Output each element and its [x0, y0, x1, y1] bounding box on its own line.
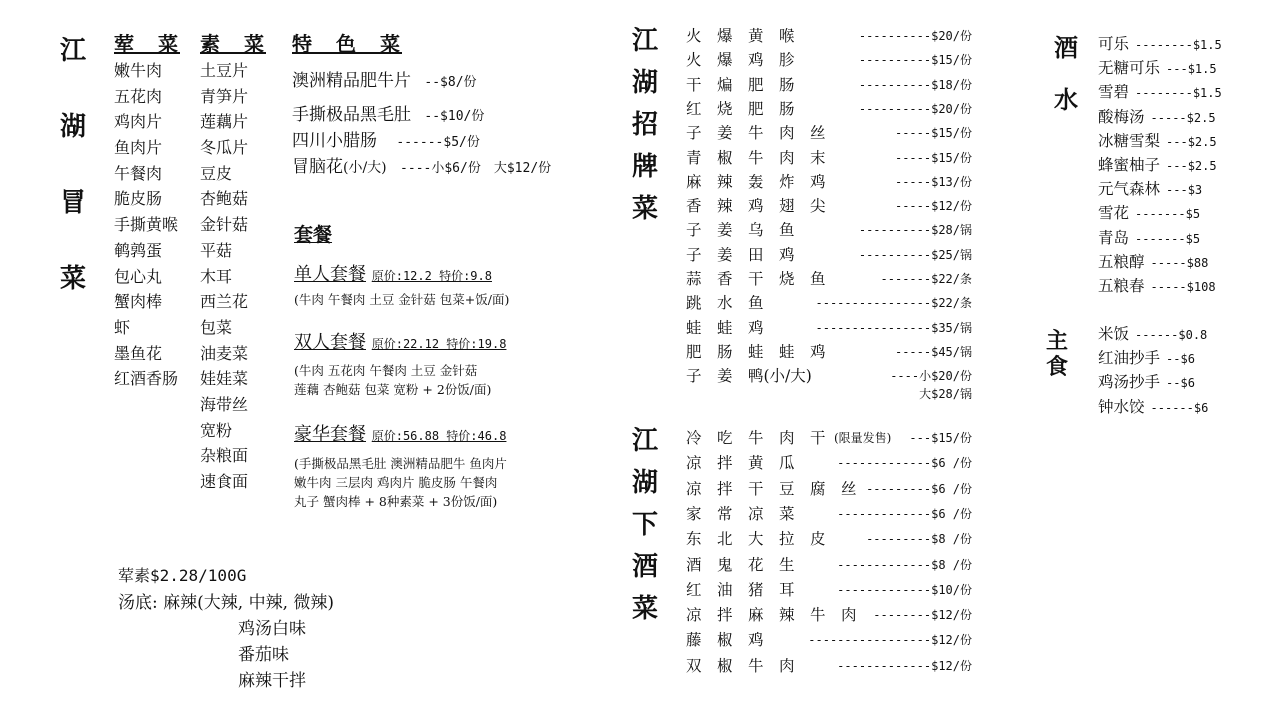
- title-char: 食: [1046, 354, 1069, 380]
- veg-list: [200, 58, 248, 495]
- item-price: --------$1.5: [1135, 86, 1222, 101]
- special-header: 特 色 菜: [292, 32, 402, 56]
- item-price: ----------$18/份: [858, 77, 972, 92]
- item-name: 家 常 凉 菜: [686, 504, 795, 523]
- item-price: ----------------$22/条: [815, 296, 972, 311]
- list-item: 嫩牛肉: [114, 61, 163, 80]
- item-price: --------$1.5: [1135, 38, 1222, 52]
- soup-base-option: 麻辣干拌: [238, 671, 306, 691]
- set-meal-title: [294, 328, 506, 354]
- item-price: -------------$10/份: [837, 582, 972, 597]
- menu-row: [686, 218, 972, 242]
- title-char: 江: [60, 36, 87, 66]
- section-title-staples: [1046, 330, 1068, 378]
- drink-row: [1098, 250, 1238, 274]
- title-char: 湖: [632, 468, 659, 498]
- staple-row: [1098, 395, 1238, 419]
- set-meal-desc: [294, 290, 509, 309]
- item-price: ---------$6 /份: [866, 481, 972, 496]
- list-item: 手撕黄喉: [114, 215, 179, 235]
- item-price: -------------$6 /份: [837, 456, 972, 471]
- item-name: 子 姜 鸭(小/大): [686, 367, 812, 386]
- meat-veg-price: 荤素$2.28/100G: [118, 566, 247, 585]
- set-meal-title: [294, 420, 506, 446]
- title-char: 湖: [632, 68, 659, 98]
- drink-row: [1098, 226, 1238, 250]
- item-price: -----$108: [1150, 280, 1216, 294]
- menu-row: [686, 426, 972, 450]
- menu-row: [686, 316, 972, 340]
- meat-header: 荤 菜: [114, 32, 180, 56]
- menu-row: [686, 628, 972, 652]
- item-price: -----$45/锅: [894, 344, 972, 359]
- title-char: 酒: [632, 552, 659, 582]
- item-price: -----$15/份: [894, 150, 972, 165]
- veg-header: 素 菜: [200, 32, 266, 56]
- menu-row: [686, 73, 972, 97]
- list-item: 油麦菜: [200, 343, 249, 363]
- list-item: 包菜: [200, 317, 233, 337]
- menu-row: [686, 451, 972, 475]
- staple-row: [1098, 346, 1238, 370]
- title-char: 菜: [60, 264, 87, 294]
- list-item: 娃娃菜: [200, 369, 249, 389]
- menu-row: [686, 578, 972, 602]
- item-name: 红 油 猪 耳: [686, 580, 795, 599]
- title-char: 牌: [632, 152, 659, 182]
- menu-row: [686, 340, 972, 364]
- list-item: 五花肉: [114, 86, 163, 106]
- menu-row: [686, 553, 972, 577]
- item-price: ---------$8 /份: [866, 532, 972, 547]
- list-item: 午餐肉: [114, 163, 163, 183]
- title-char: 江: [632, 26, 659, 56]
- item-name: 红 烧 肥 肠: [686, 99, 795, 118]
- item-price: ---$15/份: [909, 431, 972, 445]
- menu-row: [686, 654, 972, 678]
- desc-line: (牛肉 五花肉 午餐肉 土豆 金针菇: [294, 363, 478, 378]
- item-price: -----$12/份: [894, 199, 972, 214]
- title-char: 水: [1054, 85, 1078, 114]
- item-price-large: 大$28/锅: [919, 387, 972, 402]
- section-title-drinking-snacks: [632, 428, 658, 622]
- item-price: ---$2.5: [1166, 134, 1217, 149]
- set-meal-name: 豪华套餐: [294, 424, 366, 445]
- item-name: 无糖可乐: [1098, 59, 1161, 78]
- item-price: -------------$8 /份: [837, 557, 972, 572]
- item-price: -------$5: [1135, 231, 1201, 246]
- special-price: --$10/份: [424, 109, 485, 124]
- menu-row: [686, 502, 972, 526]
- item-name: 肥 肠 蛙 蛙 鸡: [686, 342, 826, 361]
- item-name: 可乐: [1098, 35, 1130, 53]
- drink-row: [1098, 153, 1238, 177]
- menu-row: [686, 121, 972, 145]
- list-item: 红酒香肠: [114, 369, 179, 389]
- item-name: 冷 吃 牛 肉 干: [686, 429, 826, 447]
- item-price: ---$2.5: [1166, 159, 1217, 173]
- list-item: 杂粮面: [200, 446, 249, 466]
- special-item: [292, 152, 551, 177]
- item-price: --$6: [1166, 352, 1195, 367]
- list-item: 土豆片: [200, 61, 249, 80]
- list-item: 鸡肉片: [114, 112, 163, 132]
- item-name: 青 椒 牛 肉 末: [686, 148, 826, 167]
- item-price: --------$12/份: [873, 608, 972, 623]
- item-price: ---$3: [1166, 183, 1203, 198]
- title-char: 江: [632, 426, 659, 456]
- item-name: 藤 椒 鸡: [686, 631, 764, 650]
- item-name: 跳 水 鱼: [686, 294, 764, 313]
- list-item: 木耳: [200, 266, 233, 286]
- item-name: 凉 拌 黄 瓜: [686, 454, 795, 473]
- special-name: 四川小腊肠: [292, 131, 377, 151]
- special-name: 冒脑花: [292, 157, 343, 177]
- item-name: 蒜 香 干 烧 鱼: [686, 270, 826, 288]
- set-meal-title: [294, 260, 492, 286]
- item-price: ------$0.8: [1135, 328, 1208, 342]
- menu-row: [686, 97, 972, 121]
- list-item: 脆皮肠: [114, 189, 163, 209]
- list-item: 虾: [114, 317, 131, 337]
- item-name: 子 姜 乌 鱼: [686, 221, 795, 240]
- title-char: 主: [1046, 328, 1069, 354]
- drink-row: [1098, 274, 1238, 298]
- item-price: -----$2.5: [1150, 110, 1216, 125]
- item-name: 干 煸 肥 肠: [686, 75, 795, 94]
- item-name: 双 椒 牛 肉: [686, 656, 795, 675]
- item-name: 酸梅汤: [1098, 107, 1145, 126]
- item-name: 元气森林: [1098, 180, 1161, 199]
- set-meal-name: 单人套餐: [294, 264, 366, 285]
- drink-row: [1098, 201, 1238, 225]
- item-name: 子 姜 田 鸡: [686, 245, 795, 264]
- item-price: -------------$12/份: [837, 658, 972, 673]
- item-price: ----------$20/份: [858, 101, 972, 116]
- title-char: 招: [632, 110, 659, 140]
- drink-row: [1098, 80, 1238, 104]
- item-name: 东 北 大 拉 皮: [686, 530, 826, 549]
- menu-row: [686, 146, 972, 170]
- special-name: 澳洲精品肥牛片: [292, 71, 411, 91]
- special-name: 手撕极品黑毛肚: [292, 105, 411, 125]
- title-char: 下: [632, 510, 659, 540]
- item-price: ----------$20/份: [858, 29, 972, 43]
- set-meal-price: 原价:56.88 特价:46.8: [371, 429, 507, 443]
- menu-row: [686, 170, 972, 194]
- item-price: ----------$28/锅: [858, 223, 972, 238]
- set-meal-price: 原价:12.2 特价:9.8: [371, 269, 492, 283]
- menu-row: [686, 477, 972, 501]
- drink-row: [1098, 32, 1238, 56]
- list-item: 鹌鹑蛋: [114, 240, 163, 260]
- item-price: -------$5: [1135, 207, 1201, 222]
- item-price: -------$22/条: [880, 272, 972, 286]
- soup-base-option: 番茄味: [238, 645, 289, 665]
- item-name: 蜂蜜柚子: [1098, 156, 1161, 174]
- desc-line: 嫩牛肉 三层肉 鸡肉片 脆皮肠 午餐肉: [294, 475, 498, 490]
- staple-row: [1098, 370, 1238, 394]
- item-name: 酒 鬼 花 生: [686, 555, 795, 574]
- set-meal-price: 原价:22.12 特价:19.8: [371, 337, 507, 351]
- list-item: 鱼肉片: [114, 138, 163, 158]
- list-item: 西兰花: [200, 292, 249, 312]
- desc-line: (手撕极品黑毛肚 澳洲精品肥牛 鱼肉片: [294, 456, 507, 471]
- list-item: 杏鲍菇: [200, 189, 249, 209]
- list-item: 金针菇: [200, 215, 249, 235]
- item-price: ----小$20/份: [890, 369, 972, 384]
- item-price: -----$88: [1150, 255, 1209, 270]
- menu-row: [686, 243, 972, 267]
- special-price: ------$5/份: [396, 135, 480, 150]
- list-item: 速食面: [200, 472, 249, 491]
- item-name: 鸡汤抄手: [1098, 373, 1161, 392]
- menu-row: [686, 24, 972, 48]
- item-price: ---$1.5: [1166, 62, 1217, 77]
- title-char: 菜: [632, 594, 659, 624]
- item-name: 五粮春: [1098, 277, 1145, 295]
- drink-row: [1098, 129, 1238, 153]
- menu-row: [686, 267, 972, 291]
- list-item: 墨鱼花: [114, 343, 163, 363]
- menu-row: [686, 603, 972, 627]
- set-meal-name: 双人套餐: [294, 332, 366, 353]
- special-item: [292, 66, 477, 91]
- desc-line: (牛肉 午餐肉 土豆 金针菇 包菜+饭/面): [294, 292, 510, 307]
- title-char: 冒: [60, 188, 87, 218]
- list-item: 青笋片: [200, 86, 249, 106]
- section-title-signature: [632, 28, 658, 222]
- item-name: 红油抄手: [1098, 349, 1161, 368]
- set-meal-header: 套餐: [294, 224, 333, 246]
- drink-row: [1098, 56, 1238, 80]
- desc-line: 莲藕 杏鲍菇 包菜 宽粉 + 2份饭/面): [294, 382, 492, 397]
- item-price: -----$15/份: [894, 126, 972, 141]
- list-item: 平菇: [200, 240, 233, 260]
- title-char: 酒: [1054, 33, 1078, 62]
- set-meal-desc: [294, 361, 491, 399]
- special-size-note: (小/大): [343, 160, 387, 176]
- item-name: 青岛: [1098, 228, 1130, 247]
- staple-row: [1098, 322, 1238, 346]
- list-item: 莲藕片: [200, 112, 249, 132]
- item-price: ----------$15/份: [858, 53, 972, 68]
- soup-base-label: 汤底: 麻辣(大辣, 中辣, 微辣): [118, 593, 335, 613]
- item-price: --$6: [1166, 376, 1195, 391]
- list-item: 海带丝: [200, 394, 249, 414]
- menu-row: [686, 291, 972, 315]
- item-name: 香 辣 鸡 翅 尖: [686, 197, 826, 216]
- item-name: 冰糖雪梨: [1098, 131, 1161, 150]
- list-item: 豆皮: [200, 163, 233, 183]
- set-meal-desc: [294, 454, 507, 511]
- soup-base-option: 鸡汤白味: [238, 619, 306, 639]
- item-price: -------------$6 /份: [837, 506, 972, 521]
- menu-row: [686, 527, 972, 551]
- menu-row: [686, 48, 972, 72]
- section-title-jianghu-maocai: [60, 38, 86, 292]
- item-price: -----------------$12/份: [808, 633, 972, 648]
- list-item: 蟹肉棒: [114, 292, 163, 312]
- item-name: 凉 拌 麻 辣 牛 肉: [686, 606, 857, 625]
- item-name: 蛙 蛙 鸡: [686, 318, 764, 337]
- item-name: 火 爆 黄 喉: [686, 27, 795, 45]
- special-item: [292, 100, 484, 125]
- list-item: 宽粉: [200, 420, 233, 440]
- item-name: 麻 辣 轰 炸 鸡: [686, 172, 826, 191]
- drink-row: [1098, 177, 1238, 201]
- special-item: [292, 126, 480, 151]
- item-name: 凉 拌 干 豆 腐 丝: [686, 479, 857, 498]
- item-price: ----------$25/锅: [858, 247, 972, 262]
- desc-line: 丸子 蟹肉棒 + 8种素菜 + 3份饭/面): [294, 494, 498, 509]
- item-name: 钟水饺: [1098, 397, 1145, 416]
- item-note: (限量发售): [834, 431, 892, 445]
- item-name: 雪碧: [1098, 83, 1130, 102]
- special-price: --$8/份: [424, 75, 477, 90]
- item-price: ----------------$35/锅: [815, 320, 972, 335]
- menu-row: [686, 364, 972, 402]
- item-price: -----$13/份: [894, 174, 972, 189]
- item-name: 五粮醇: [1098, 252, 1145, 271]
- item-name: 子 姜 牛 肉 丝: [686, 124, 826, 143]
- menu-row: [686, 194, 972, 218]
- drink-row: [1098, 105, 1238, 129]
- meat-list: [114, 58, 178, 392]
- list-item: 包心丸: [114, 266, 163, 286]
- item-name: 火 爆 鸡 胗: [686, 51, 795, 70]
- title-char: 湖: [60, 112, 87, 142]
- title-char: 菜: [632, 194, 659, 224]
- section-title-drinks: [1054, 33, 1078, 114]
- item-name: 雪花: [1098, 204, 1130, 223]
- item-price: ------$6: [1150, 400, 1209, 415]
- list-item: 冬瓜片: [200, 138, 249, 158]
- item-name: 米饭: [1098, 325, 1130, 343]
- special-price: ----小$6/份 大$12/份: [400, 161, 552, 176]
